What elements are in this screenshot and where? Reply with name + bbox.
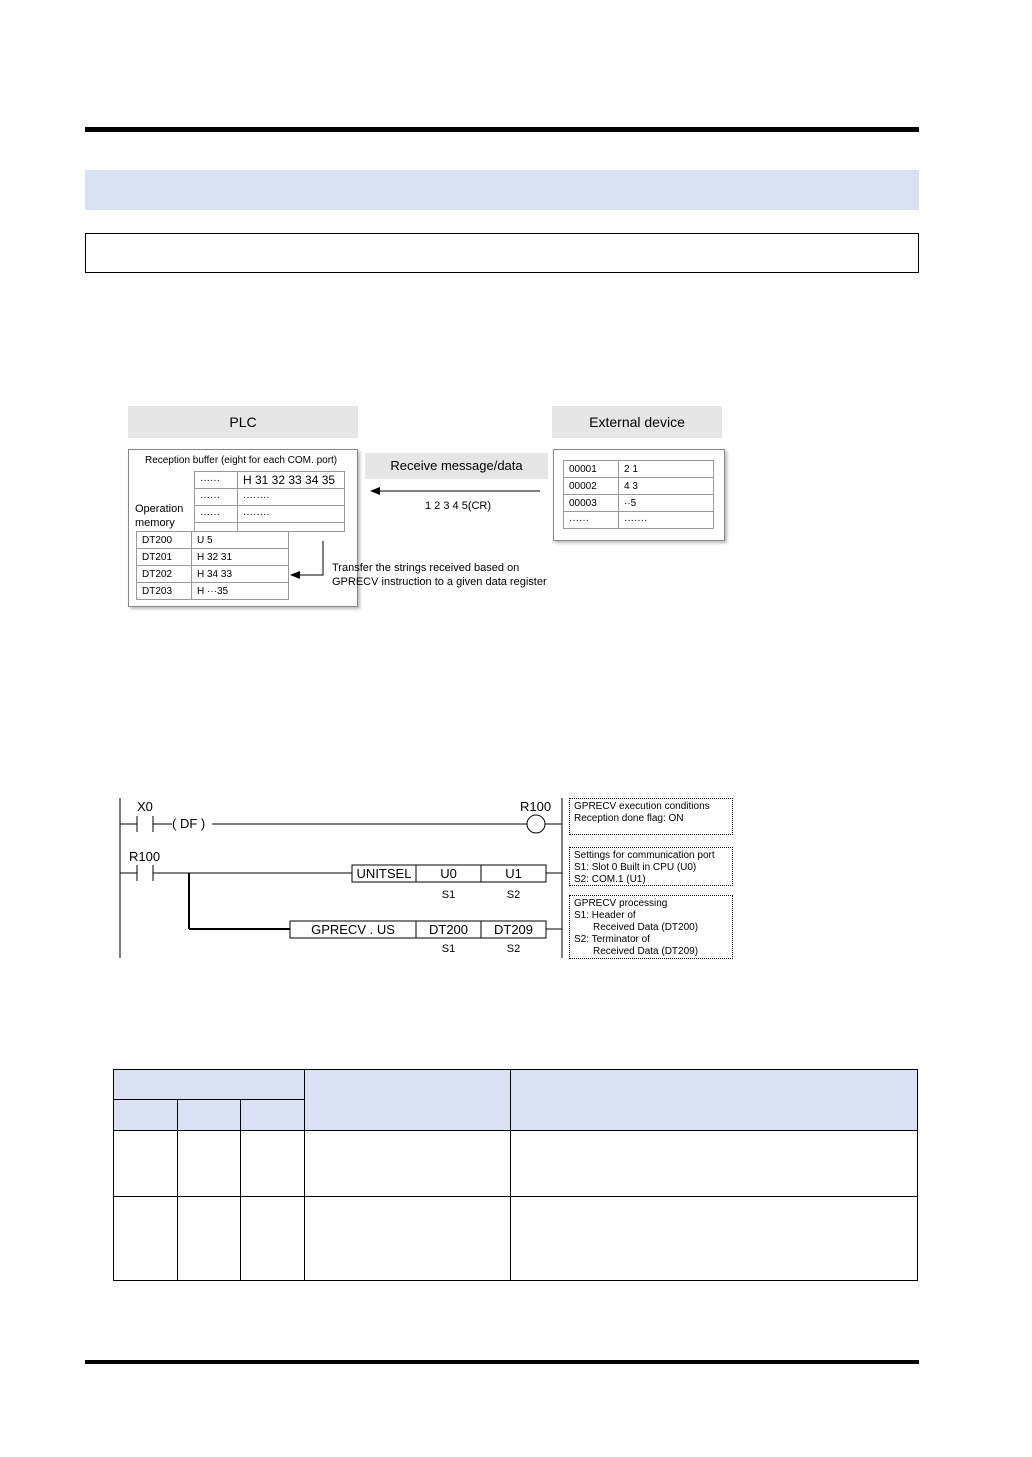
table-cell <box>178 1131 241 1197</box>
table-cell <box>305 1197 511 1281</box>
table-cell <box>114 1197 178 1281</box>
note-line: GPRECV processing <box>574 898 668 909</box>
note-line: Reception done flag: ON <box>574 813 684 824</box>
table-row <box>564 461 714 478</box>
table-cell <box>511 1197 918 1281</box>
r100-coil-label: R100 <box>520 799 552 814</box>
transfer-arrow-head <box>290 571 300 579</box>
table-cell <box>114 1131 178 1197</box>
s2-label: S2 <box>506 943 521 955</box>
note-line: S1: Header of <box>574 910 636 921</box>
transfer-text-1: Transfer the strings received based on <box>332 562 520 574</box>
s2-label: S2 <box>506 889 521 901</box>
header-cell <box>178 1100 241 1131</box>
u1-label: U1 <box>505 866 522 881</box>
memory-value: H 32 31 <box>192 549 289 566</box>
note-line: Settings for communication port <box>574 850 715 861</box>
table-row <box>564 495 714 512</box>
plc-header: PLC <box>128 406 358 438</box>
data-string: 1 2 3 4 5(CR) <box>425 500 492 512</box>
table-row <box>564 478 714 495</box>
external-addr: ······ <box>564 512 619 529</box>
unitsel-label: UNITSEL <box>356 866 412 881</box>
note-line: GPRECV execution conditions <box>574 801 710 812</box>
header-cell <box>511 1070 918 1131</box>
header-cell <box>305 1070 511 1131</box>
note-line: S2: COM.1 (U1) <box>574 874 646 885</box>
table-cell <box>241 1131 305 1197</box>
operation-memory-label: Operation <box>135 503 184 515</box>
external-addr: 00002 <box>564 478 619 495</box>
header-cell <box>114 1070 305 1100</box>
buffer-cell: ······ <box>195 506 238 523</box>
memory-register: DT201 <box>137 549 192 566</box>
table-cell <box>511 1131 918 1197</box>
s1-label: S1 <box>441 889 456 901</box>
table-row <box>114 1197 918 1281</box>
buffer-cell: ······ <box>195 472 238 489</box>
header-cell <box>241 1100 305 1131</box>
transfer-arrow-line <box>298 541 323 575</box>
r100-coil <box>527 815 545 833</box>
df-label: ( DF ) <box>172 816 206 831</box>
table-header-row <box>114 1070 918 1100</box>
external-addr: 00003 <box>564 495 619 512</box>
note-gprecv-processing <box>569 895 733 959</box>
memory-value: H 34 33 <box>192 566 289 583</box>
memory-value: H ···35 <box>192 583 289 600</box>
buffer-cell: ········ <box>238 489 345 506</box>
external-value: 4 3 <box>619 478 714 495</box>
external-value: ··5 <box>619 495 714 512</box>
dt200-label: DT200 <box>428 922 469 937</box>
table-row <box>114 1131 918 1197</box>
receive-arrow-head <box>370 487 380 495</box>
external-value: ······· <box>619 512 714 529</box>
table-cell <box>305 1131 511 1197</box>
note-communication-port <box>569 847 733 886</box>
s1-label: S1 <box>441 943 456 955</box>
x0-label: X0 <box>137 799 153 814</box>
buffer-cell: ········ <box>238 506 345 523</box>
external-value: 2 1 <box>619 461 714 478</box>
operation-memory-label-2: memory <box>135 517 175 529</box>
note-line: Received Data (DT209) <box>593 946 699 957</box>
gprecv-label: GPRECV . US <box>311 922 395 937</box>
diagram1-arrows <box>0 0 1032 620</box>
external-addr: 00001 <box>564 461 619 478</box>
memory-register: DT200 <box>137 532 192 549</box>
memory-value: U 5 <box>192 532 289 549</box>
buffer-cell: H 31 32 33 34 35 <box>238 472 345 489</box>
note-line: S1: Slot 0 Built in CPU (U0) <box>574 862 697 873</box>
table-cell <box>178 1197 241 1281</box>
external-device-header: External device <box>552 406 722 438</box>
table-cell <box>241 1197 305 1281</box>
buffer-cell: ······ <box>195 489 238 506</box>
note-line: Received Data (DT200) <box>593 922 699 933</box>
external-device-table <box>563 460 714 529</box>
note-line: S2: Terminator of <box>574 934 650 945</box>
table-row <box>564 512 714 529</box>
note-execution-conditions <box>569 798 733 835</box>
memory-register: DT202 <box>137 566 192 583</box>
u0-label: U0 <box>440 866 457 881</box>
bottom-rule <box>85 1360 919 1364</box>
parameter-table <box>113 1069 918 1281</box>
r100-contact-label: R100 <box>129 849 161 864</box>
transfer-text-2: GPRECV instruction to a given data register <box>332 576 547 588</box>
header-cell <box>114 1100 178 1131</box>
dt209-label: DT209 <box>493 922 534 937</box>
receive-message-label: Receive message/data <box>365 453 548 479</box>
reception-buffer-label: Reception buffer (eight for each COM. port) <box>145 455 338 466</box>
memory-register: DT203 <box>137 583 192 600</box>
